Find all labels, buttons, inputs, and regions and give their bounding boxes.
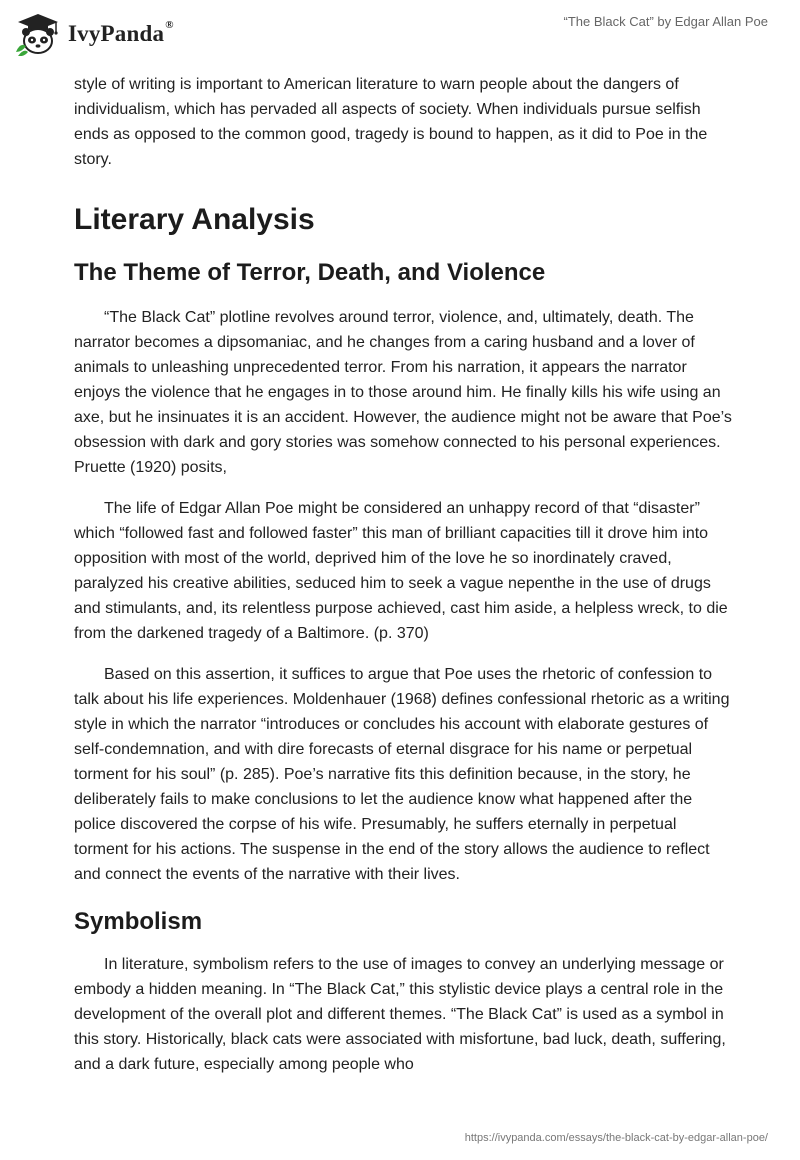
block-quote-paragraph: The life of Edgar Allan Poe might be considered an unhappy record of that “disaster” which “followed fast and followed faster” this man of brilliant capacities till it drove him into opposition with most of the world, deprived him of the love he so inordinately craved, paralyzed his creative abilities, seduced him to seek a vague nepenthe in the use of drugs and stimulants, and, its relentless purpose achieved, cast him aside, a helpless wreck, to die from the darkened tragedy of a Baltimore. (p. 370) [74, 500, 728, 642]
symbolism-paragraph: In literature, symbolism refers to the use of images to convey an underlying message or embody a hidden meaning. In “The Black Cat,” this stylistic device plays a central role in the development of the overall plot and different themes. “The Black Cat” is used as a symbol in this story. Historically, black cats were associated with misfortune, bad luck, death, suffering, and a dark future, especially among people who [74, 956, 726, 1073]
panda-graduate-icon [14, 12, 62, 56]
essay-content [74, 70, 734, 1077]
heading-literary-analysis: Literary Analysis [74, 203, 315, 236]
source-url-link[interactable]: https://ivypanda.com/essays/the-black-cat-by-edgar-allan-poe/ [464, 1132, 768, 1144]
theme-paragraph-1: “The Black Cat” plotline revolves around terror, violence, and, ultimately, death. The narrator becomes a dipsomaniac, and he changes from a caring husband and a lover of animals to unleashing unprecedented terror. From his narration, it appears the narrator enjoys the violence that he engages in to those around him. He finally kills his wife using an axe, but he insinuates it is an accident. However, the audience might not be aware that Poe’s obsession with dark and gory stories was somehow connected to his personal experiences. Pruette (1920) posits, [74, 309, 732, 476]
page-header [0, 0, 800, 70]
brand-name: IvyPanda® [68, 19, 174, 46]
theme-paragraph-2: Based on this assertion, it suffices to argue that Poe uses the rhetoric of confession to talk about his life experiences. Moldenhauer (1968) defines confessional rhetoric as a writing style in which the narrator “introduces or concludes his account with elaborate gestures of self-condemnation, and with dire forecasts of eternal disgrace for his name or perpetual torment for his soul” (p. 285). Poe’s narrative fits this definition because, in the story, he deliberately fails to make conclusions to let the audience know what happened after the police discovered the corpse of his wife. Presumably, he suffers eternally in perpetual torment for his actions. The suspense in the end of the story allows the audience to reflect and connect the events of the narrative with their lives. [74, 666, 730, 883]
heading-theme: The Theme of Terror, Death, and Violence [74, 259, 546, 286]
intro-paragraph: style of writing is important to American literature to warn people about the dangers of individualism, which has pervaded all aspects of society. When individuals pursue selfish ends as opposed to the common good, tragedy is bound to happen, as it did to Poe in the story. [74, 76, 708, 168]
running-title: “The Black Cat” by Edgar Allan Poe [563, 14, 768, 29]
heading-symbolism: Symbolism [74, 908, 203, 935]
ivypanda-logo-link[interactable] [14, 12, 174, 56]
